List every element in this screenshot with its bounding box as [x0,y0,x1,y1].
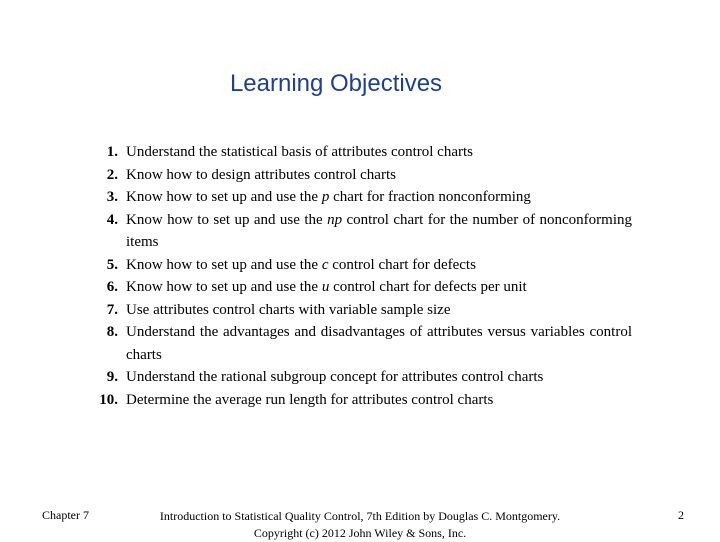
objective-text [126,164,632,187]
objective-item [92,276,632,299]
objective-text-part: chart for fraction nonconforming [329,189,531,205]
objective-text [126,276,632,299]
slide-title: Learning Objectives [229,70,443,97]
objectives-list [92,141,632,411]
objective-number: 8. [106,324,118,340]
objective-number: 5. [106,256,118,273]
objective-text-part: control chart for defects [328,256,476,273]
objective-text-part: Know how to set up and use the [126,256,322,273]
objective-text-part: Know how to set up and use the [126,211,328,228]
objective-number: 2. [106,166,118,183]
objective-item [92,164,632,187]
objective-item [92,299,632,322]
objective-number: 10. [99,391,118,408]
objective-text-part: Understand the rational subgroup concept for attributes control charts [126,369,544,385]
objective-number: 6. [106,279,118,295]
footer-citation-line2: Copyright (c) 2012 John Wiley & Sons, Inc. [253,526,467,540]
objective-text [126,299,632,322]
objective-text-part: control chart for the number of nonconforming items [126,211,632,250]
footer-chapter: Chapter 7 [42,508,89,522]
objective-text-part: Know how to set up and use the [126,279,322,295]
objective-text-italic: p [321,189,330,205]
objective-number: 3. [106,189,118,205]
objective-text-italic: c [321,256,329,273]
objective-text-italic: np [327,211,343,228]
footer-citation-line1: Introduction to Statistical Quality Control, 7th Edition by Douglas C. Montgomery. [159,509,561,523]
objective-text [126,209,632,254]
objective-text-part: Understand the statistical basis of attributes control charts [126,144,473,160]
footer-page-number: 2 [678,508,684,522]
objective-text-part: Understand the advantages and disadvantages of attributes versus variables control charts [126,324,632,363]
objective-item [92,254,632,277]
objective-text-italic: u [321,279,330,295]
objective-item [92,186,632,209]
objective-text-part: control chart for defects per unit [329,279,527,295]
footer-citation [140,508,580,542]
objective-text-part: Know how to design attributes control charts [126,166,396,183]
objective-text [126,389,632,412]
objective-text [126,366,632,389]
objective-item [92,389,632,412]
objective-number: 7. [106,301,118,318]
objective-number: 4. [106,211,118,228]
objective-item [92,141,632,164]
objective-text [126,141,632,164]
objective-text [126,186,632,209]
objective-number: 1. [106,144,118,160]
objective-text-part: Know how to set up and use the [126,189,322,205]
objective-item [92,209,632,254]
objective-text-part: Determine the average run length for attributes control charts [126,391,494,408]
objective-text-part: Use attributes control charts with variable sample size [126,301,451,318]
objective-text [126,321,632,366]
objective-text [126,254,632,277]
objective-item [92,321,632,366]
objective-number: 9. [106,369,118,385]
objective-item [92,366,632,389]
